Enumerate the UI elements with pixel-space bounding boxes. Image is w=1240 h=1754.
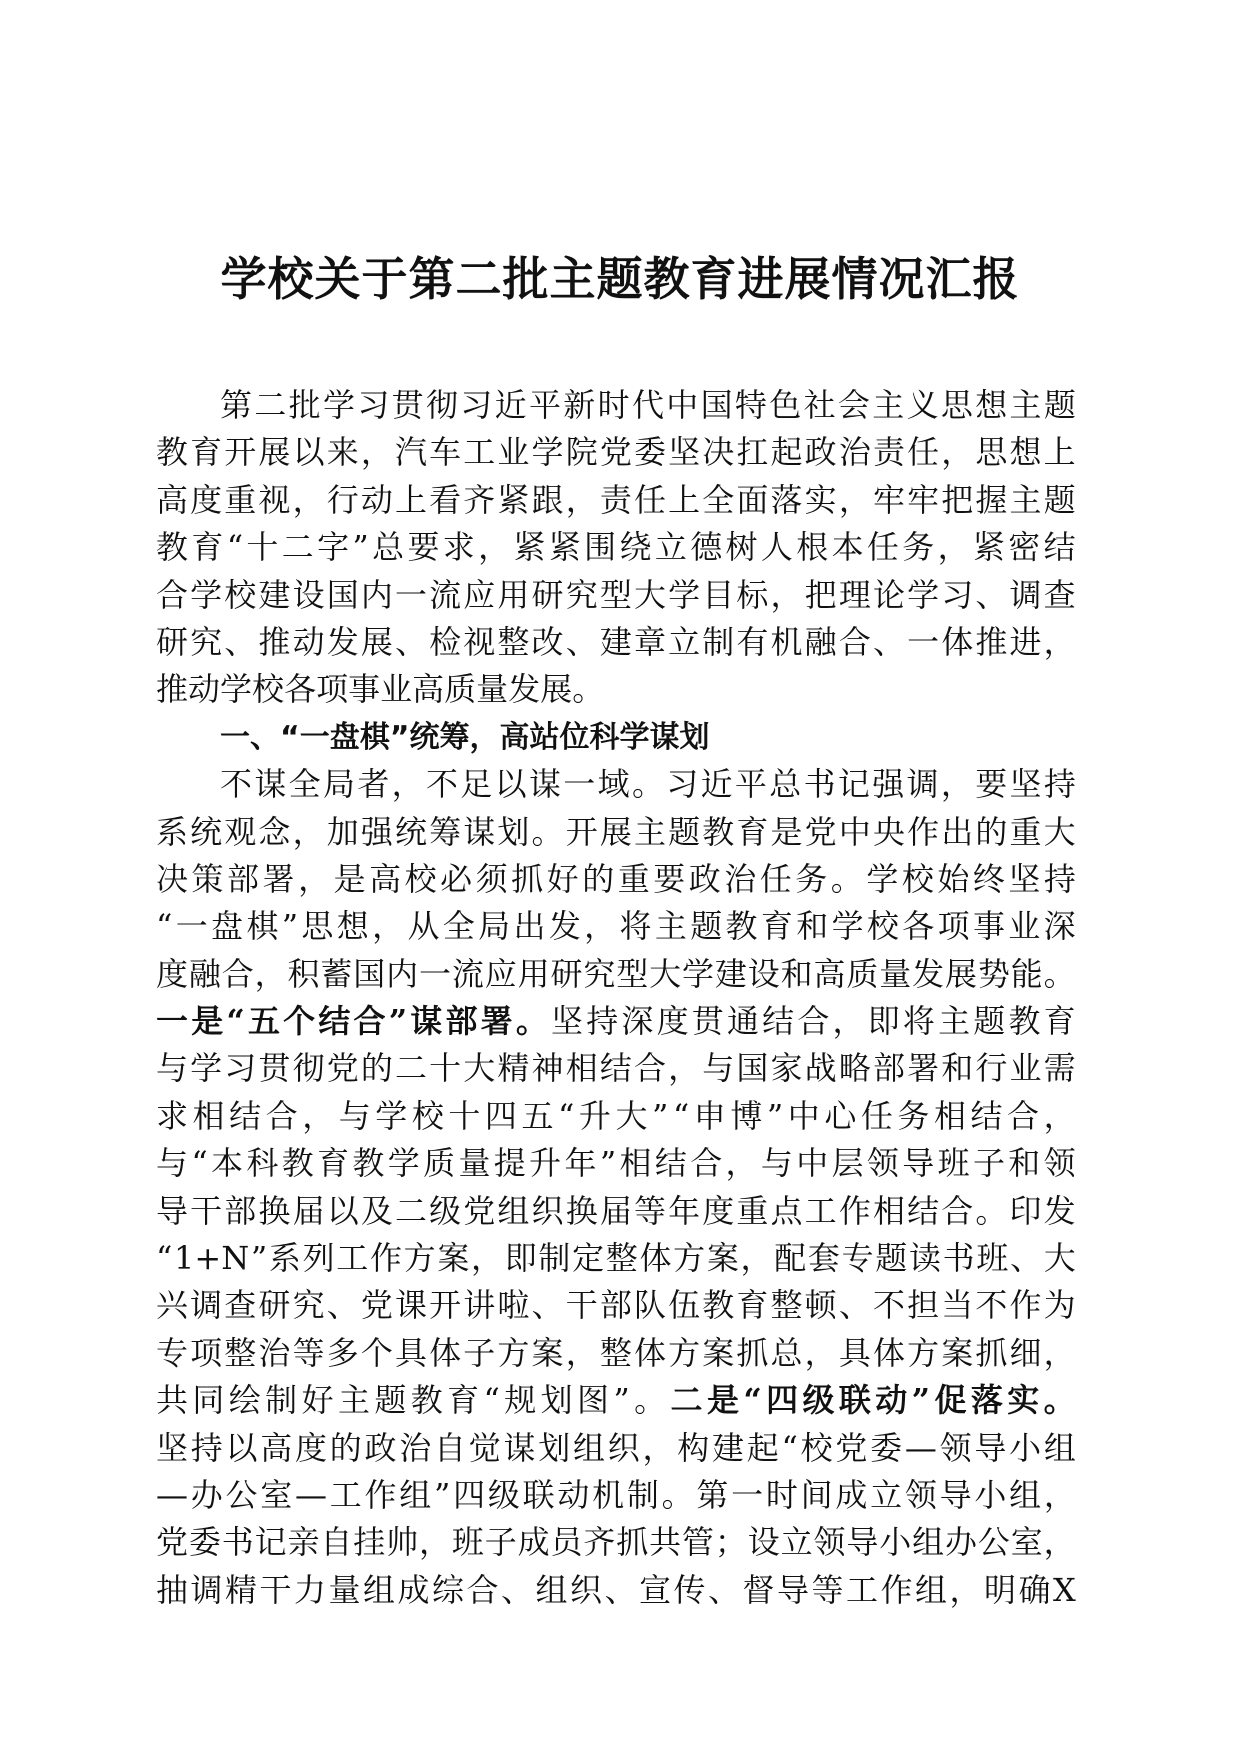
paragraph-line: 研 究 、 推 动 发 展 、 检 视 整 改 、 建 章 立 制 有 机 融 合 、 一 体 推 进 ， xyxy=(156,622,1076,661)
paragraph-line: 度 融 合 ， 积 蓄 国 内 一 流 应 用 研 究 型 大 学 建 设 和 高 质 量 发 展 势 能 。 xyxy=(156,954,1076,993)
paragraph-line: 与 学 习 贯 彻 党 的 二 十 大 精 神 相 结 合 ， 与 国 家 战 略 部 署 和 行 业 需 xyxy=(156,1049,1076,1088)
paragraph-line: 推 动 学 校 各 项 事 业 高 质 量 发 展 。 xyxy=(156,670,605,709)
paragraph-line: 不 谋 全 局 者 ， 不 足 以 谋 一 域 。 习 近 平 总 书 记 强 调 ， 要 坚 持 xyxy=(220,765,1076,804)
paragraph-line: — 办 公 室 — 工 作 组 ” 四 级 联 动 机 制 。 第 一 时 间 成 立 领 导 小 组 ， xyxy=(156,1475,1076,1514)
paragraph-line: 兴 调 查 研 究 、 党 课 开 讲 啦 、 干 部 队 伍 教 育 整 顿 、 不 担 当 不 作 为 xyxy=(156,1286,1076,1325)
paragraph-line: “ 一 盘 棋 ” 思 想 ， 从 全 局 出 发 ， 将 主 题 教 育 和 学 校 各 项 事 业 深 xyxy=(156,907,1076,946)
paragraph-line: “ 1+N ” 系 列 工 作 方 案 ， 即 制 定 整 体 方 案 ， 配 套 专 题 读 书 班 、 大 xyxy=(156,1239,1076,1278)
paragraph-line: 教 育 “ 十 二 字 ” 总 要 求 ， 紧 紧 围 绕 立 德 树 人 根 本 任 务 ， 紧 密 结 xyxy=(156,528,1076,567)
paragraph-line: 坚 持 以 高 度 的 政 治 自 觉 谋 划 组 织 ， 构 建 起 “ 校 党 委 — 领 导 小 组 xyxy=(156,1428,1076,1467)
paragraph-line: 系 统 观 念 ， 加 强 统 筹 谋 划 。 开 展 主 题 教 育 是 党 中 央 作 出 的 重 大 xyxy=(156,812,1076,851)
paragraph-line: 与 “ 本 科 教 育 教 学 质 量 提 升 年 ” 相 结 合 ， 与 中 层 领 导 班 子 和 领 xyxy=(156,1144,1076,1183)
paragraph-line: 合 学 校 建 设 国 内 一 流 应 用 研 究 型 大 学 目 标 ， 把 理 论 学 习 、 调 查 xyxy=(156,575,1076,614)
paragraph-line: 抽 调 精 干 力 量 组 成 综 合 、 组 织 、 宣 传 、 督 导 等 工 作 组 ， 明 确 X xyxy=(156,1570,1076,1609)
paragraph-line: 导 干 部 换 届 以 及 二 级 党 组 织 换 届 等 年 度 重 点 工 作 相 结 合 。 印 发 xyxy=(156,1191,1076,1230)
section-heading: 一 、 “ 一 盘 棋 ” 统 筹 ， 高 站 位 科 学 谋 划 xyxy=(220,719,710,755)
paragraph-line: 共 同 绘 制 好 主 题 教 育 “ 规 划 图 ” 。 二 是 “ 四 级 联 动 ” 促 落 实 。 xyxy=(156,1381,1076,1420)
paragraph-line: 高 度 重 视 ， 行 动 上 看 齐 紧 跟 ， 责 任 上 全 面 落 实 ， 牢 牢 把 握 主 题 xyxy=(156,480,1076,519)
paragraph-line: 第 二 批 学 习 贯 彻 习 近 平 新 时 代 中 国 特 色 社 会 主 义 思 想 主 题 xyxy=(220,386,1076,424)
document-title: 学校关于第二批主题教育进展情况汇报 xyxy=(220,252,1020,306)
paragraph-line: 求 相 结 合 ， 与 学 校 十 四 五 “ 升 大 ” “ 申 博 ” 中 心 任 务 相 结 合 ， xyxy=(156,1096,1076,1135)
paragraph-line: 专 项 整 治 等 多 个 具 体 子 方 案 ， 整 体 方 案 抓 总 ， 具 体 方 案 抓 细 ， xyxy=(156,1333,1076,1372)
document-body xyxy=(156,382,1076,1614)
paragraph-line: 党 委 书 记 亲 自 挂 帅 ， 班 子 成 员 齐 抓 共 管 ； 设 立 领 导 小 组 办 公 室 ， xyxy=(156,1523,1076,1562)
paragraph-line: 教 育 开 展 以 来 ， 汽 车 工 业 学 院 党 委 坚 决 扛 起 政 治 责 任 ， 思 想 上 xyxy=(156,433,1076,472)
paragraph-line: 决 策 部 署 ， 是 高 校 必 须 抓 好 的 重 要 政 治 任 务 。 学 校 始 终 坚 持 xyxy=(156,859,1076,898)
paragraph-line: 一 是 “ 五 个 结 合 ” 谋 部 署 。 坚 持 深 度 贯 通 结 合 ， 即 将 主 题 教 育 xyxy=(156,1002,1076,1041)
